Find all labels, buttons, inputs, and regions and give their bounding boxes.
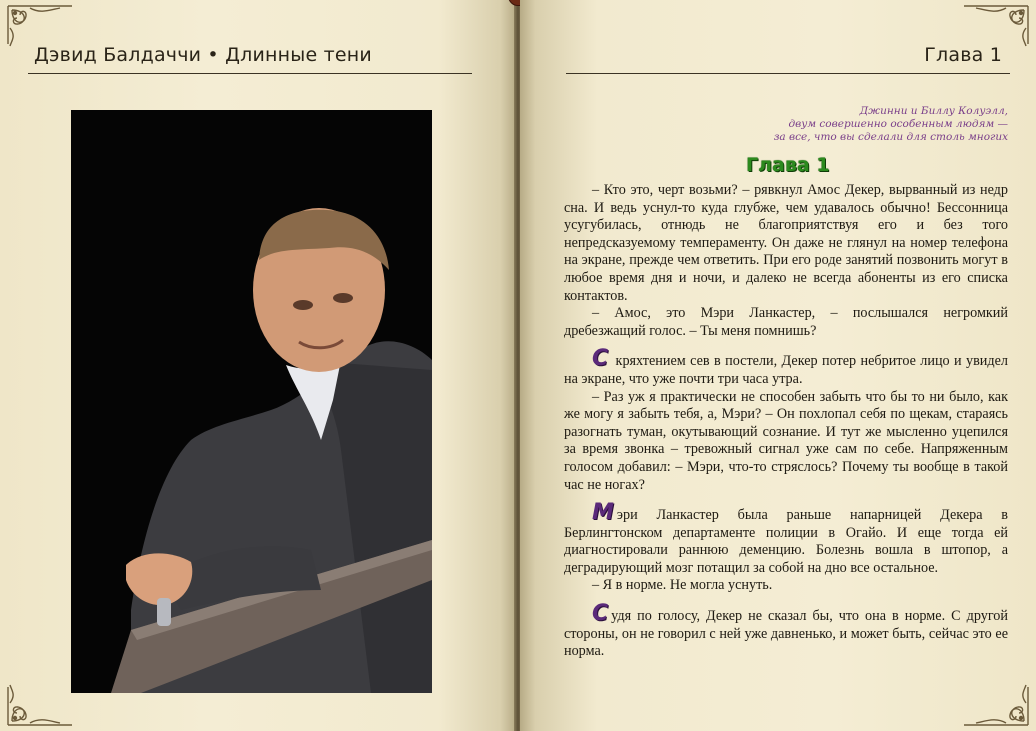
running-head-chapter: Глава 1	[924, 44, 1002, 66]
paragraph	[564, 389, 1008, 495]
running-head-author-title: Дэвид Балдаччи • Длинные тени	[34, 44, 372, 66]
paragraph	[564, 182, 1008, 305]
paragraph-text: эри Ланкастер была раньше напарницей Декера в Берлингтонском департаменте полиции в Огайо. И еще тогда ей диагностировали раннюю деменцию. Болезнь вошла в штопор, а деградирующий мозг потащил за собой на дно все остальное.	[564, 507, 1008, 576]
dedication-line: Джинни и Биллу Колуэлл,	[859, 105, 1008, 117]
corner-flourish-icon	[6, 683, 76, 727]
paragraph	[564, 577, 1008, 595]
corner-flourish-icon	[6, 4, 76, 48]
drop-cap: М	[592, 500, 614, 526]
paragraph	[564, 500, 1008, 577]
corner-flourish-icon	[960, 4, 1030, 48]
paragraph-text: удя по голосу, Декер не сказал бы, что она в норме. С другой стороны, он не говорил с ней уже давненько, и может быть, сейчас это ее норма.	[564, 608, 1008, 660]
paragraph-text: – Я в норме. Не могла уснуть.	[592, 577, 773, 594]
drop-cap: С	[592, 346, 609, 372]
dedication-line: за все, что вы сделали для столь многих	[773, 131, 1008, 143]
author-portrait	[71, 110, 432, 693]
paragraph-text: – Раз уж я практически не способен забыть что бы то ни было, как же могу я забыть тебя, а, Мэри? – Он похлопал себя по щекам, стараясь разогнать туман, окутывающий сознание. И тут же мысленно уцепился за время звонка – тревожный сигнал уже сам по себе. Напряженным голосом добавил: – Мэри, что-то стряслось? Почему ты вообще в такой час не ногах?	[564, 388, 1008, 493]
paragraph	[564, 346, 1008, 388]
dedication	[708, 105, 1008, 144]
right-page[interactable]	[520, 0, 1036, 731]
paragraph-text: кряхтением сев в постели, Декер потер небритое лицо и увидел на экране, что уже почти три часа утра.	[564, 353, 1008, 387]
header-rule	[28, 73, 472, 74]
chapter-title: Глава 1	[746, 154, 830, 176]
paragraph-text: – Амос, это Мэри Ланкастер, – послышался негромкий дребезжащий голос. – Ты меня помнишь?	[564, 305, 1008, 339]
chapter-text	[564, 182, 1008, 661]
left-page[interactable]	[0, 0, 516, 731]
paragraph-text: – Кто это, черт возьми? – рявкнул Амос Декер, вырванный из недр сна. И ведь уснул-то куда глубже, чем удавалось обычно! Бессонница усугубилась, отнюдь не благоприятствуя его и без того непредсказуемому темпераменту. Он даже не глянул на номер телефона на экране, прежде чем ответить. При его роде занятий позвонить могут в любое время дня и ночи, и далеко не всегда абоненты из его списка контактов.	[564, 182, 1008, 304]
corner-flourish-icon	[960, 683, 1030, 727]
header-rule	[566, 73, 1010, 74]
paragraph	[564, 601, 1008, 661]
dedication-line: двум совершенно особенным людям —	[788, 118, 1008, 130]
paragraph	[564, 305, 1008, 340]
drop-cap: С	[592, 601, 609, 627]
